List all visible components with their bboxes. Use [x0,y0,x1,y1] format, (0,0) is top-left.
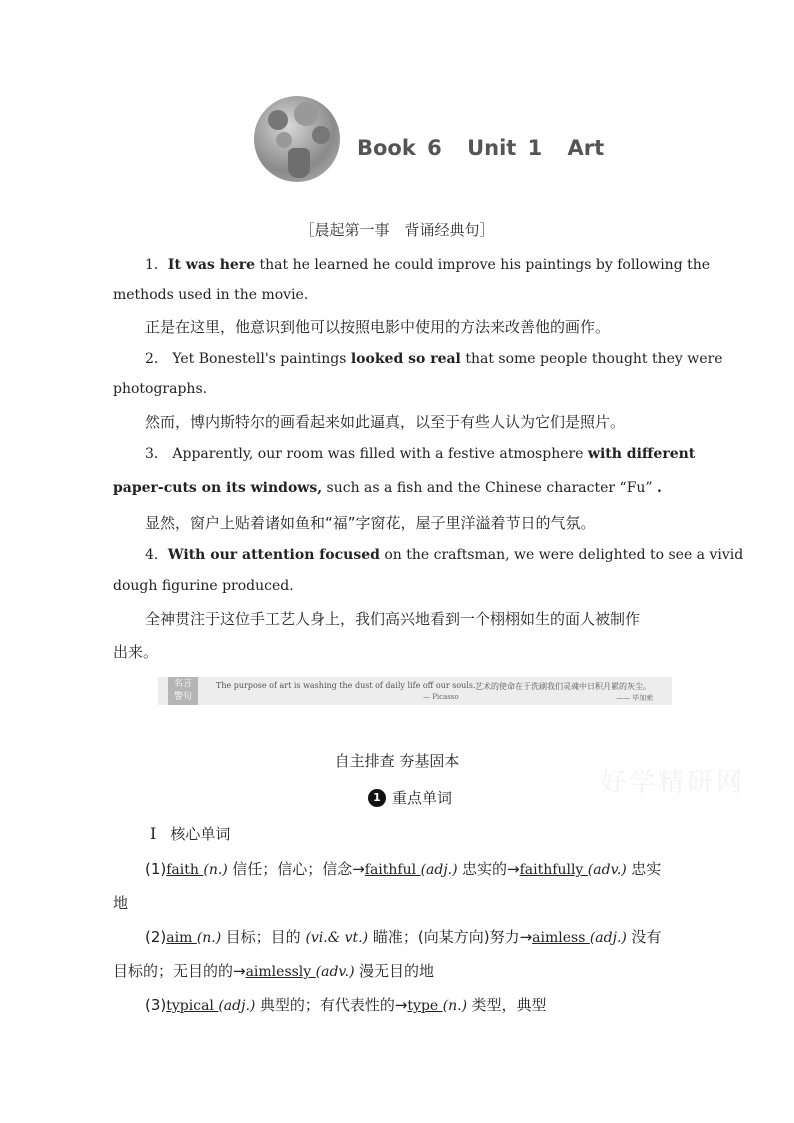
topic-label: Art [567,136,605,160]
quote-english-author: — Picasso [423,693,459,701]
sentence-3-line-2: paper-cuts on its windows, such as a fish and the Chinese character “Fu” . [113,480,662,496]
quote-chinese-author: —— 毕加索 [616,694,654,702]
vocab-item-1-cont: 地 [113,894,129,912]
sentence-1-translation: 正是在这里，他意识到他可以按照电影中使用的方法来改善他的画作。 [145,318,611,336]
book-label: Book 6 [357,136,442,160]
sentence-4-line-2: dough figurine produced. [113,578,294,594]
core-words-subheading: Ⅰ 核心单词 [150,824,231,843]
sentence-4-line-1: 4．With our attention focused on the craftsman, we were delighted to see a vivid [145,547,744,563]
sentence-1-line-1: 1．It was here that he learned he could improve his paintings by following the [145,257,711,273]
sentence-4-translation-line-1: 全神贯注于这位手工艺人身上，我们高兴地看到一个栩栩如生的面人被制作 [145,610,641,628]
sentence-3-translation: 显然，窗户上贴着诸如鱼和“福”字窗花，屋子里洋溢着节日的气氛。 [145,514,596,532]
vocab-item-2: (2)aim (n.) 目标；目的 (vi.& vt.) 瞄准；(向某方向)努力→aimless (adj.) 没有 [145,928,662,946]
quote-english: The purpose of art is washing the dust of daily life off our souls. [216,681,476,690]
sentence-2-translation: 然而，博内斯特尔的画看起来如此逼真，以至于有些人认为它们是照片。 [145,413,626,431]
vocab-item-3: (3)typical (adj.) 典型的；有代表性的→type (n.) 类型，典型 [145,996,547,1014]
watermark: 好学精研网 [600,768,746,798]
key-words-heading [368,787,452,808]
vocab-item-2-cont: 目标的；无目的的→aimlessly (adv.) 漫无目的地 [113,962,435,980]
unit-title [357,136,618,160]
quote-banner [158,677,672,705]
quote-tag: 名言 警句 [168,677,198,705]
section-label: ［晨起第一事 背诵经典句］ [299,221,495,239]
number-badge: 1 [368,789,386,807]
unit-label: Unit 1 [467,136,543,160]
sunflower-painting-image [254,96,340,182]
sentence-3-line-1: 3． Apparently, our room was filled with a festive atmosphere with different [145,446,696,462]
sentence-1-line-2: methods used in the movie. [113,287,309,303]
key-words-title: 重点单词 [392,789,453,807]
quote-chinese: 艺术的使命在于洗刷我们灵魂中日积月累的灰尘。 [475,682,651,691]
vocab-item-1: (1)faith (n.) 信任；信心；信念→faithful (adj.) 忠实的→faithfully (adv.) 忠实 [145,860,662,878]
sentence-4-translation-line-2: 出来。 [113,643,159,661]
section-heading: 自主排查 夯基固本 [334,752,460,770]
sentence-2-line-1: 2． Yet Bonestell's paintings looked so real that some people thought they were [145,351,723,367]
sentence-2-line-2: photographs. [113,381,208,397]
